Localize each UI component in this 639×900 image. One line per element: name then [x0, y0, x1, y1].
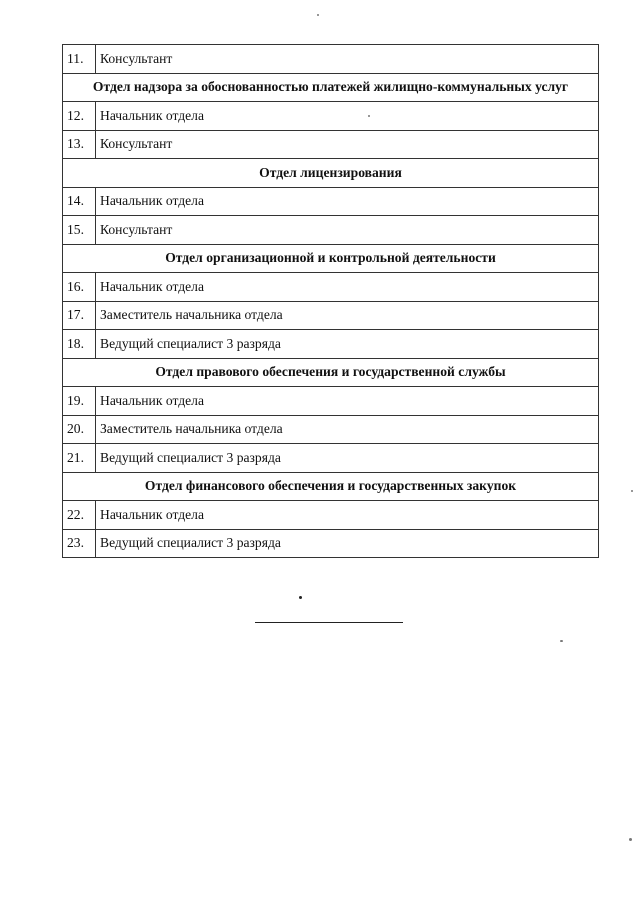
position-row	[63, 387, 599, 416]
position-title: Консультант	[96, 216, 599, 245]
position-title: Начальник отдела	[96, 273, 599, 302]
position-number: 18.	[63, 330, 96, 359]
position-row	[63, 444, 599, 473]
position-row	[63, 273, 599, 302]
scan-speck	[629, 838, 632, 841]
position-row	[63, 415, 599, 444]
department-name: Отдел лицензирования	[63, 159, 599, 188]
department-name: Отдел надзора за обоснованностью платежей жилищно-коммунальных услуг	[63, 73, 599, 102]
position-number: 17.	[63, 301, 96, 330]
department-header-row	[63, 159, 599, 188]
position-number: 16.	[63, 273, 96, 302]
department-name: Отдел правового обеспечения и государственной службы	[63, 358, 599, 387]
position-number: 15.	[63, 216, 96, 245]
department-header-row	[63, 358, 599, 387]
position-number: 19.	[63, 387, 96, 416]
position-row	[63, 501, 599, 530]
position-number: 12.	[63, 102, 96, 131]
scan-speck	[317, 14, 319, 16]
position-number: 11.	[63, 45, 96, 74]
position-title: Заместитель начальника отдела	[96, 415, 599, 444]
position-number: 21.	[63, 444, 96, 473]
position-row	[63, 330, 599, 359]
position-number: 20.	[63, 415, 96, 444]
department-name: Отдел финансового обеспечения и государственных закупок	[63, 472, 599, 501]
position-number: 14.	[63, 187, 96, 216]
ink-dot	[299, 596, 302, 599]
position-number: 22.	[63, 501, 96, 530]
department-name: Отдел организационной и контрольной деятельности	[63, 244, 599, 273]
position-row	[63, 130, 599, 159]
position-title: Начальник отдела	[96, 102, 599, 131]
position-row	[63, 45, 599, 74]
scan-speck	[560, 640, 563, 642]
position-title: Начальник отдела	[96, 187, 599, 216]
position-title: Ведущий специалист 3 разряда	[96, 444, 599, 473]
staff-positions-table	[62, 44, 599, 558]
position-title: Заместитель начальника отдела	[96, 301, 599, 330]
end-separator-line	[255, 622, 403, 623]
department-header-row	[63, 73, 599, 102]
position-number: 23.	[63, 529, 96, 558]
department-header-row	[63, 472, 599, 501]
department-header-row	[63, 244, 599, 273]
position-title: Ведущий специалист 3 разряда	[96, 330, 599, 359]
position-number: 13.	[63, 130, 96, 159]
staff-table-body	[63, 45, 599, 558]
position-row	[63, 529, 599, 558]
position-title: Консультант	[96, 130, 599, 159]
position-row	[63, 187, 599, 216]
position-title: Начальник отдела	[96, 387, 599, 416]
position-title: Начальник отдела	[96, 501, 599, 530]
position-row	[63, 102, 599, 131]
position-title: Ведущий специалист 3 разряда	[96, 529, 599, 558]
scan-speck	[368, 115, 370, 117]
position-row	[63, 301, 599, 330]
position-row	[63, 216, 599, 245]
position-title: Консультант	[96, 45, 599, 74]
scan-speck	[631, 490, 633, 492]
